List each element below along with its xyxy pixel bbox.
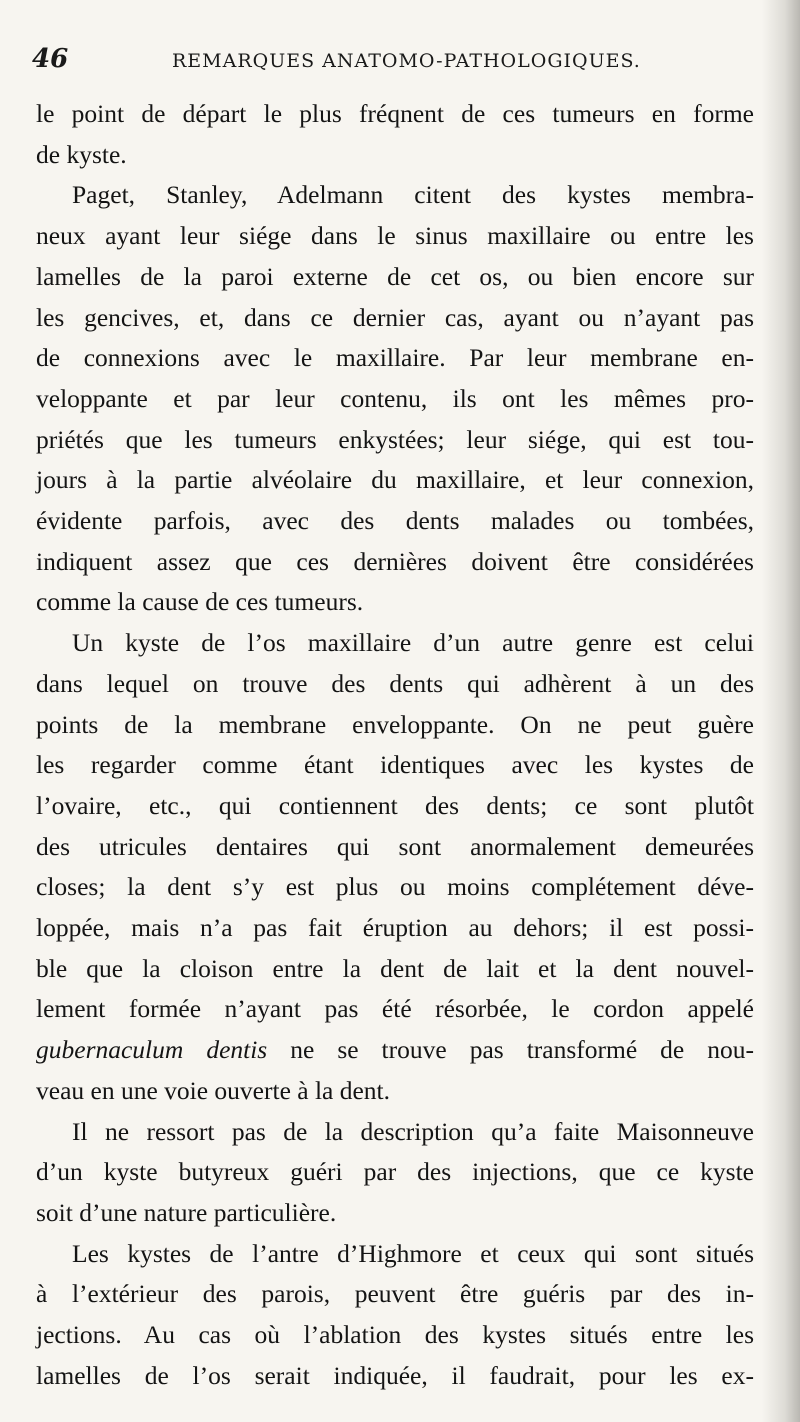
text-line: ble que la cloison entre la dent de lait et la dent nouvel- [36, 953, 754, 983]
text-line: closes; la dent s’y est plus ou moins complétement déve- [36, 872, 754, 902]
text-line: lamelles de l’os serait indiquée, il faudrait, pour les ex- [36, 1360, 754, 1390]
text-line: évidente parfois, avec des dents malades ou tombées, [36, 506, 754, 536]
text-line: les gencives, et, dans ce dernier cas, ayant ou n’ayant pas [36, 302, 754, 332]
text-line-with-italic [36, 1030, 754, 1071]
text-line: points de la membrane enveloppante. On ne peut guère [36, 709, 754, 739]
text-line: jections. Au cas où l’ablation des kystes situés entre les [36, 1320, 754, 1350]
text-line: de connexions avec le maxillaire. Par leur membrane en- [36, 343, 754, 373]
paragraph-3 [36, 623, 754, 1111]
text-line: indiquent assez que ces dernières doivent être considérées [36, 546, 754, 576]
text-line: d’un kyste butyreux guéri par des injections, que ce kyste [36, 1157, 754, 1187]
paragraph-5 [36, 1234, 754, 1397]
text-line: lamelles de la paroi externe de cet os, ou bien encore sur [36, 261, 754, 291]
text-line: priétés que les tumeurs enkystées; leur siége, qui est tou- [36, 424, 754, 454]
text-line: Un kyste de l’os maxillaire d’un autre genre est celui [72, 628, 754, 658]
text-line: les regarder comme étant identiques avec les kystes de [36, 750, 754, 780]
text-line: l’ovaire, etc., qui contiennent des dents; ce sont plutôt [36, 790, 754, 820]
text-line: à l’extérieur des parois, peuvent être guéris par des in- [36, 1279, 754, 1309]
page-gutter-shadow [762, 0, 800, 1422]
text-line: lement formée n’ayant pas été résorbée, le cordon appelé [36, 994, 754, 1024]
text-line: dans lequel on trouve des dents qui adhèrent à un des [36, 668, 754, 698]
text-line: veau en une voie ouverte à la dent. [36, 1075, 391, 1105]
text-line: veloppante et par leur contenu, ils ont les mêmes pro- [36, 383, 754, 413]
text-line: soit d’une nature particulière. [36, 1197, 337, 1227]
running-head: REMARQUES ANATOMO-PATHOLOGIQUES. [172, 50, 641, 72]
text-line: neux ayant leur siége dans le sinus maxillaire ou entre les [36, 221, 754, 251]
text-fragment: ne se trouve pas transformé de nou- [267, 1035, 754, 1065]
page-number: 46 [32, 44, 69, 74]
body-text [36, 94, 754, 1397]
text-line: des utricules dentaires qui sont anormalement demeurées [36, 831, 754, 861]
text-line: comme la cause de ces tumeurs. [36, 587, 364, 617]
latin-term: gubernaculum dentis [36, 1035, 268, 1065]
text-line: de kyste. [36, 139, 127, 169]
text-line: Les kystes de l’antre d’Highmore et ceux qui sont situés [72, 1238, 754, 1268]
text-line: Il ne ressort pas de la description qu’a faite Maisonneuve [72, 1116, 754, 1146]
paragraph-1 [36, 94, 754, 175]
paragraph-4 [36, 1112, 754, 1234]
text-line: jours à la partie alvéolaire du maxillaire, et leur connexion, [36, 465, 754, 495]
page-header [32, 44, 732, 84]
text-line: le point de départ le plus fréqnent de ces tumeurs en forme [36, 99, 754, 128]
text-line: loppée, mais n’a pas fait éruption au dehors; il est possi- [36, 913, 754, 943]
paragraph-2 [36, 175, 754, 623]
text-line: Paget, Stanley, Adelmann citent des kystes membra- [72, 180, 754, 210]
